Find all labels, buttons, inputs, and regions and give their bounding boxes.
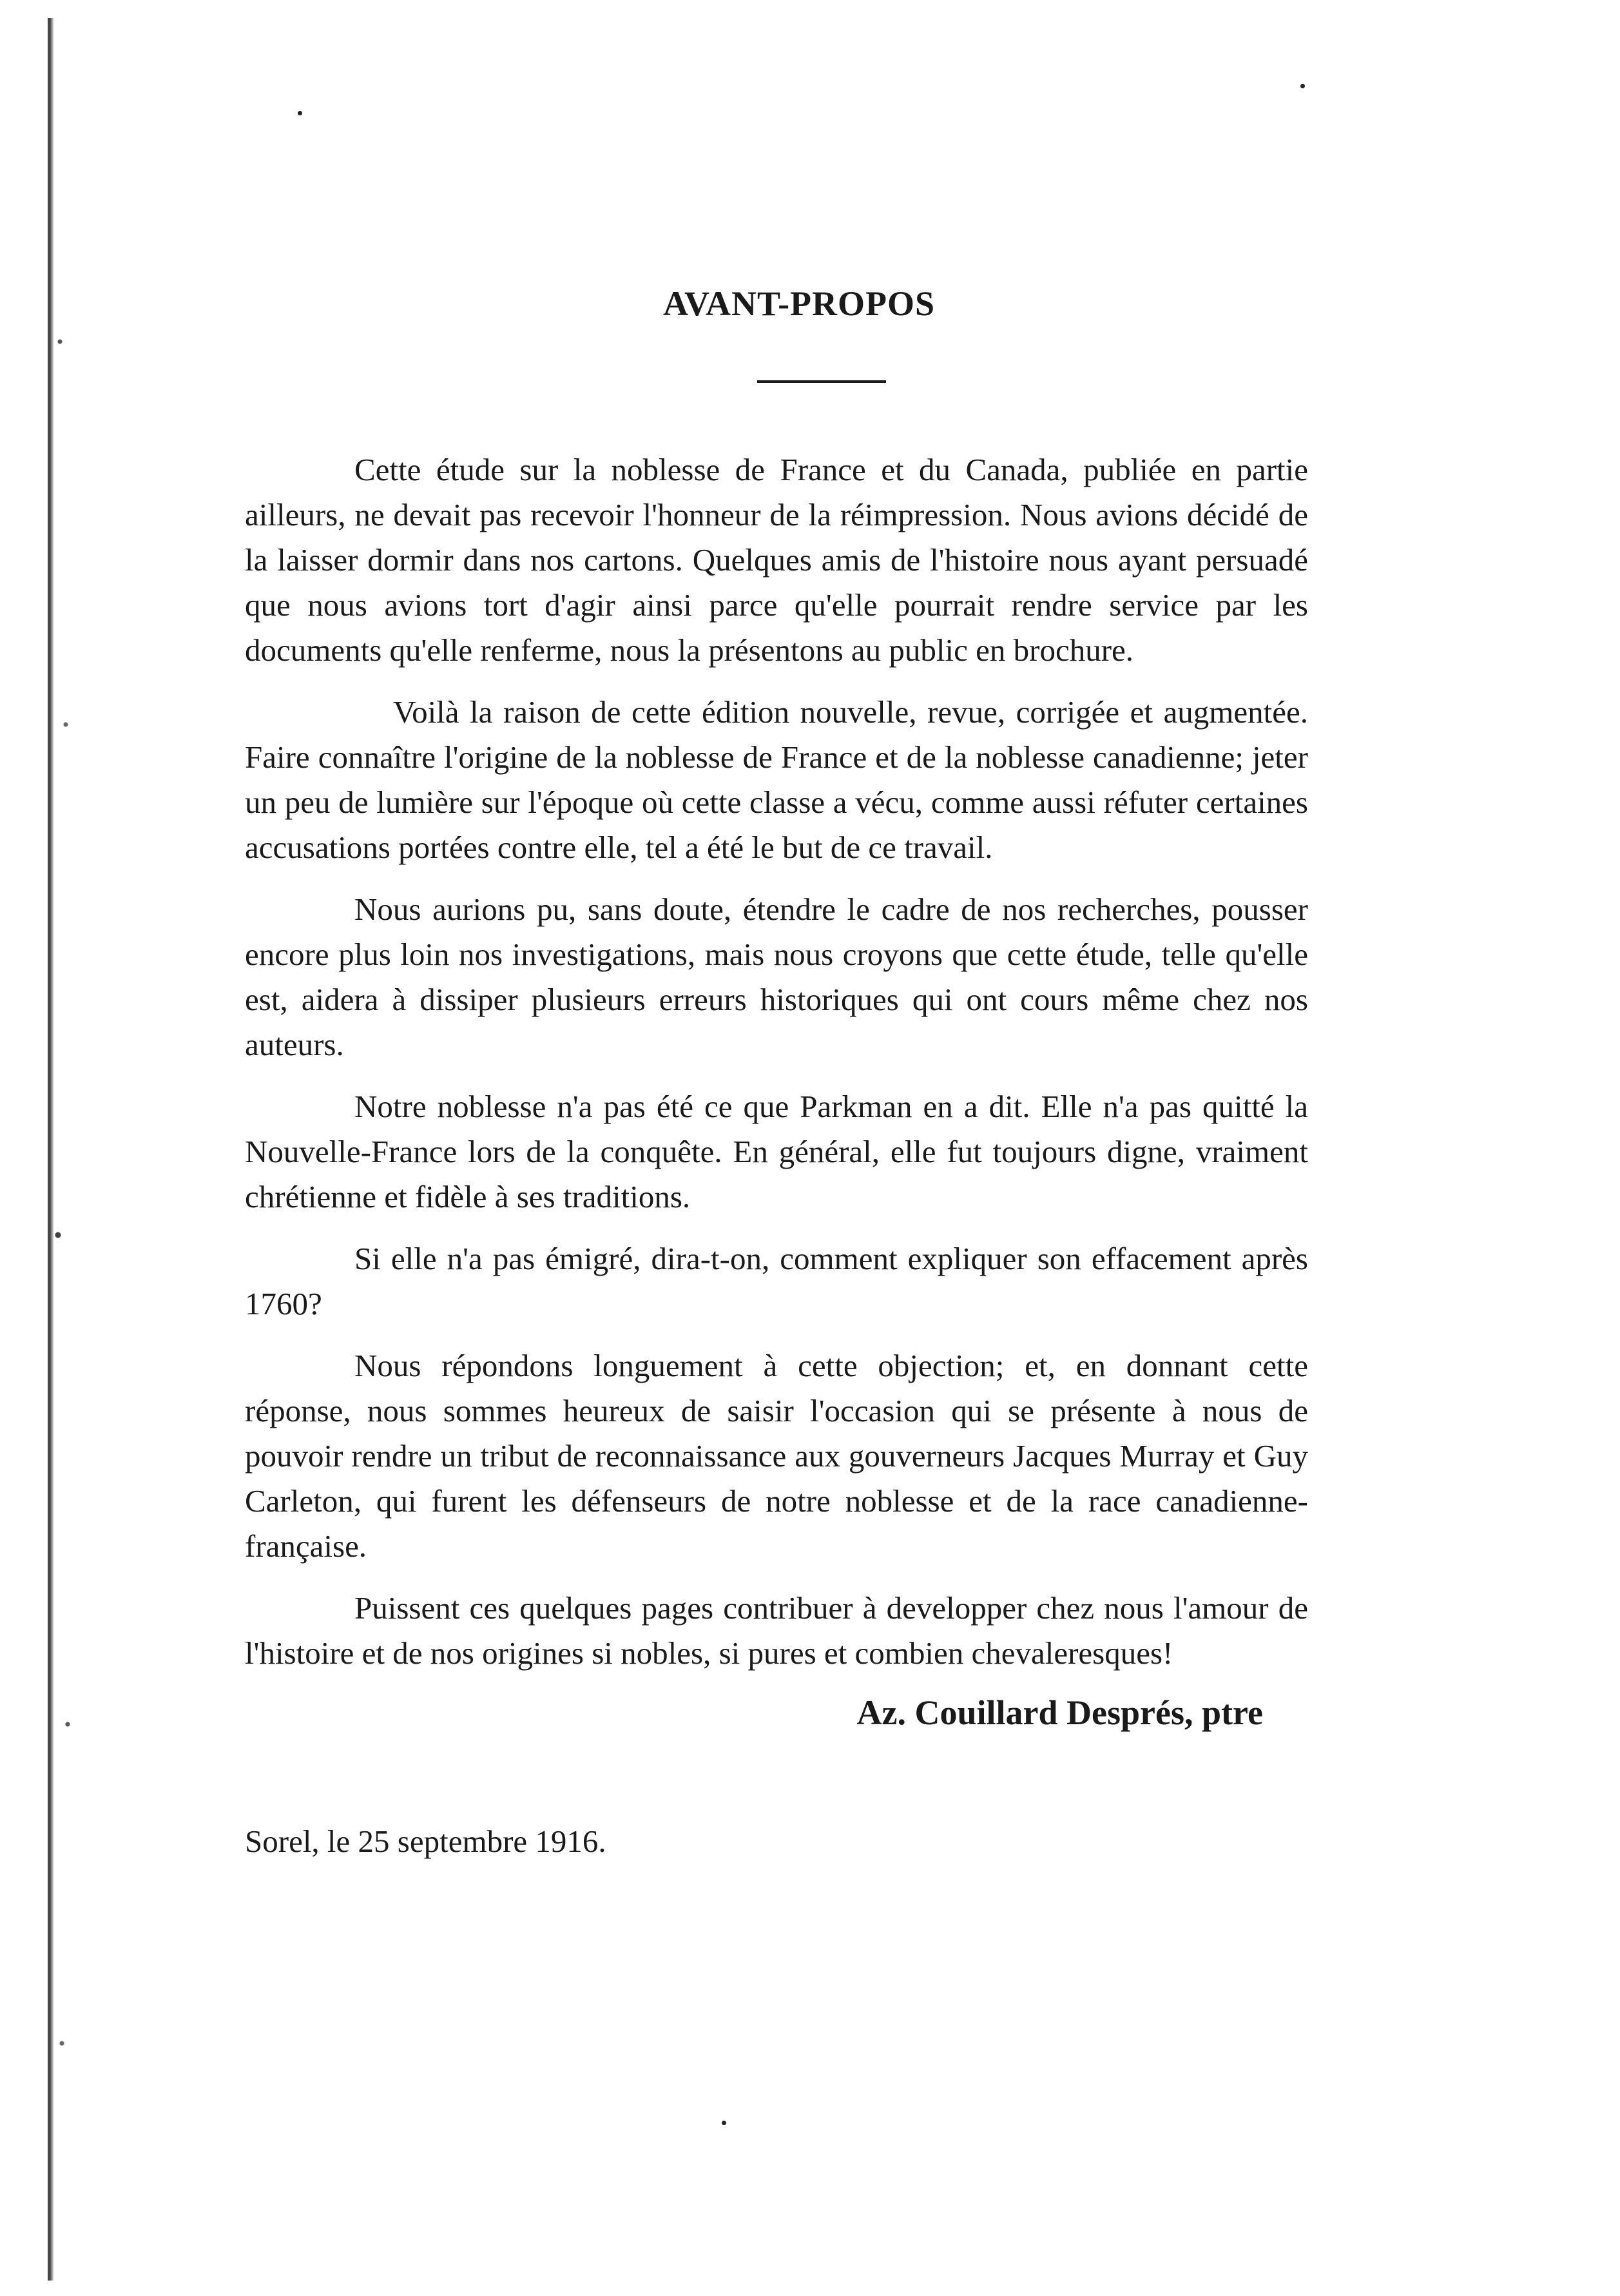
- scan-edge-specks: [54, 129, 73, 2256]
- author-signature: Az. Couillard Després, ptre: [856, 1693, 1263, 1732]
- page-content: [245, 284, 1308, 1860]
- paragraph: Nous aurions pu, sans doute, étendre le cadre de nos recherches, pousser encore plus loin nos investigations, mais nous croyons que cette étude, telle qu'elle est, aidera à dissiper plusieurs erreurs historiques qui ont cours même chez nos auteurs.: [245, 891, 1308, 1062]
- paragraph: Puissent ces quelques pages contribuer à developper chez nous l'amour de l'histoire et de nos origines si nobles, si pures et combien chevaleresques!: [245, 1590, 1308, 1671]
- paragraph: Si elle n'a pas émigré, dira-t-on, comment expliquer son effacement après 1760?: [245, 1241, 1308, 1321]
- body-text: [245, 447, 1308, 1676]
- scan-speck: [298, 111, 302, 115]
- title-divider: [757, 380, 886, 383]
- paragraph: Nous répondons longuement à cette objection; et, en donnant cette réponse, nous sommes heureux de saisir l'occasion qui se présente à nous de pouvoir rendre un tribut de reconnaissance aux gouverneurs Jacques Murray et Guy Carleton, qui furent les défenseurs de notre noblesse et de la race canadienne-française.: [245, 1348, 1308, 1564]
- scan-speck: [722, 2121, 726, 2125]
- paragraph: Cette étude sur la noblesse de France et du Canada, publiée en partie ailleurs, ne devait pas recevoir l'honneur de la réimpression. Nous avions décidé de la laisser dormir dans nos cartons. Quelques amis de l'histoire nous ayant persuadé que nous avions tort d'agir ainsi parce qu'elle pourrait rendre service par les documents qu'elle renferme, nous la présentons au public en brochure.: [245, 452, 1308, 668]
- date-line: Sorel, le 25 septembre 1916.: [245, 1824, 606, 1859]
- paragraph: Voilà la raison de cette édition nouvelle, revue, corrigée et augmentée. Faire connaître l'origine de la noblesse de France et de la noblesse canadienne; jeter un peu de lumière sur l'époque où cette classe a vécu, comme aussi réfuter certaines accusations portées contre elle, tel a été le but de ce travail.: [245, 694, 1308, 865]
- scan-speck: [1300, 84, 1305, 88]
- paragraph: Notre noblesse n'a pas été ce que Parkman en a dit. Elle n'a pas quitté la Nouvelle-France lors de la conquête. En général, elle fut toujours digne, vraiment chrétienne et fidèle à ses traditions.: [245, 1089, 1308, 1214]
- page-title: AVANT-PROPOS: [662, 284, 936, 323]
- scan-binding-edge: [48, 18, 54, 2281]
